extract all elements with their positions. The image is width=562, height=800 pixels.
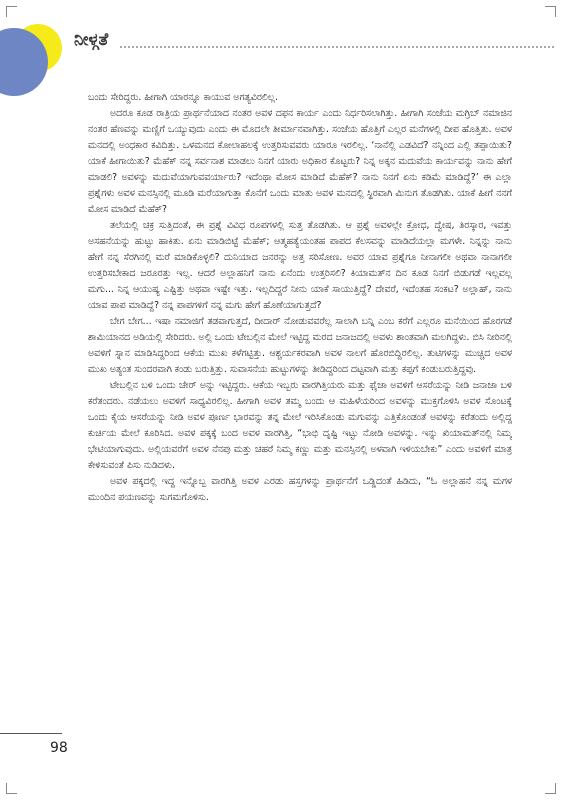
paragraph: ಬೇಗ ಬೇಗ... ಇಷಾ ನಮಾಜಿಗೆ ತಡವಾಗುತ್ತದೆ, ದೀದಾರ್ ನೋಡುವವರೆಲ್ಲ ಸಾಲಾಗಿ ಬನ್ನಿ ಎಂಬ ಕರೆಗೆ ಎಲ್ಲರೂ ಮನೆಯಿಂದ ಹೊರಗಡೆ ಶಾಮಿಯಾನದ ಅಡಿಯಲ್ಲಿ ಸೇರಿದರು. ಅಲ್ಲಿ ಒಂದು ಟೇಬಲ್ಲಿನ ಮೇಲೆ ಇಟ್ಟಿದ್ದ ಮರದ ಜನಾಜದಲ್ಲಿ ಅವಳು ಶಾಂತವಾಗಿ ಮಲಗಿದ್ದಳು. ಬಿಸಿ ನೀರಿನಲ್ಲಿ ಅವಳಿಗೆ ಸ್ನಾನ ಮಾಡಿಸಿದ್ದರಿಂದ ಆಕೆಯ ಮುಖ ಕಳೆಗಟ್ಟಿತ್ತು. ಆಶ್ಚರ್ಯಕರವಾಗಿ ಅವಳ ನಾಲಗೆ ಹೊರಬಿದ್ದಿರಲಿಲ್ಲ. ತುಟಿಗಳನ್ನು ಮುಚ್ಚಿದ ಅವಳ ಮುಖ ಅತ್ಯಂತ ಸುಂದರವಾಗಿ ಕಂಡು ಬರುತ್ತಿತ್ತು. ಸುವಾಸನೆಯ ಹುಟ್ಟುಗಳನ್ನು ತೀಡಿದ್ದರಿಂದ ದಟ್ಟವಾಗಿ ಮತ್ತು ಕಪ್ಪಗೆ ಕಂಡುಬರುತ್ತಿದ್ದವು. (88, 316, 512, 375)
crop-mark-bottom-left (6, 783, 17, 794)
body-text (88, 90, 512, 740)
paragraph: ತಲೆಯಲ್ಲಿ ಚಕ್ರ ಸುತ್ತಿದಂತೆ, ಈ ಪ್ರಶ್ನೆ ವಿವಿಧ ರೂಪಗಳಲ್ಲಿ ಸುತ್ತ ತೊಡಗಿತು. ಆ ಪ್ರಶ್ನೆ ಅವಳಲ್ಲೇ ಕ್ರೋಧ, ದ್ವೇಷ, ತಿರಸ್ಕಾರ, ಇವತ್ತು ಅಸಹನೆಯನ್ನು ಹುಟ್ಟು ಹಾಕಿತು. ಏನು ಮಾಡಿಬಿಟ್ಟೆ ಮೆಹೆಕ್; ಆತ್ಮಹತ್ಯೆಯಂತಹ ಪಾಪದ ಕೆಲಸವನ್ನು ಮಾಡಿದೆಯಲ್ಲಾ ಮಗಳೇ. ನಿನ್ನನ್ನು ನಾನು ಹೇಗೆ ನನ್ನ ಸೆರಗಿನಲ್ಲಿ ಮರೆ ಮಾಡಿಕೊಳ್ಳಲಿ? ದುನಿಯಾದ ಜನರನ್ನು ಅತ್ತ ಸರಿಸೋಣ. ಅವರ ಯಾವ ಪ್ರಶ್ನೆಗೂ ನೀನಾಗಲೀ ಅಥವಾ ನಾನಾಗಲೀ ಉತ್ತರಿಸಬೇಕಾದ ಜರೂರತ್ತು ಇಲ್ಲ. ಆದರೆ ಅಲ್ಲಾಹನಿಗೆ ನಾನು ಏನೆಂದು ಉತ್ತರಿಸಲಿ? ಕಿಯಾಮತ್‌ನ ದಿನ ಕೂಡ ನಿನಗೆ ಬಿಡುಗಡೆ ಇಲ್ಲವಲ್ಲ ಮಗು... ನಿನ್ನ ಆಯುಷ್ಯ ಎಷ್ಟಿತ್ತು ಅಥವಾ ಇಷ್ಟೇ ಇತ್ತು. ಇಲ್ಲದಿದ್ದರೆ ನೀನು ಯಾಕೆ ಸಾಯುತ್ತಿದ್ದೆ? ದೇವರೆ, ಇದೆಂತಹ ಸಂಕಟ? ಅಲ್ಲಾಹ್, ನಾನು ಯಾವ ಪಾಪ ಮಾಡಿದ್ದೆ? ನನ್ನ ಪಾಪಗಳಿಗೆ ನನ್ನ ಮಗು ಹೇಗೆ ಹೊಣೆಯಾಗುತ್ತದೆ? (88, 220, 512, 311)
footer-rule (0, 733, 62, 734)
page-number: 98 (50, 740, 68, 756)
crop-mark-bottom-right (545, 783, 556, 794)
paragraph: ಟೇಬಲ್ಲಿನ ಬಳಿ ಒಂದು ಚೇರ್ ಅನ್ನು ಇಟ್ಟಿದ್ದರು. ಆಕೆಯ ಇಬ್ಬರು ವಾರಗಿತ್ತಿಯರು ಮತ್ತು ಫೈಜಾ ಅವಳಿಗೆ ಆಸರೆಯನ್ನು ನೀಡಿ ಜನಾಜಾ ಬಳಿ ಕರೆತಂದರು. ನಡೆಯಲು ಅವಳಿಗೆ ಸಾಧ್ಯವಿರಲಿಲ್ಲ. ಹೀಗಾಗಿ ಅವಳ ತಮ್ಮ ಬಂದು ಆ ಮಹಿಳೆಯರಿಂದ ಅವಳನ್ನು ಮುಕ್ತಗೊಳಿಸಿ ಅವಳ ಸೊಂಟಕ್ಕೆ ಒಂದು ಕೈಯ ಆಸರೆಯನ್ನು ನೀಡಿ ಅವಳ ಪೂರ್ಣ ಭಾರವನ್ನು ತನ್ನ ಮೇಲೆ ಇರಿಸಿಕೊಂಡು ಮಗುವನ್ನು ಎತ್ತಿಕೊಂಡಂತೆ ಅವಳನ್ನು ಕರೆತಂದು ಅಲ್ಲಿದ್ದ ಕುರ್ಚಿಯ ಮೇಲೆ ಕೂರಿಸಿದ. ಅವಳ ಪಕ್ಕಕ್ಕೆ ಬಂದ ಅವಳ ವಾರಗಿತ್ತಿ, “ಭಾಭಿ ದೃಷ್ಟಿ ಇಟ್ಟು ನೋಡಿ ಅವಳನ್ನು. ಇನ್ನು ಖಿಯಾಮತ್‌ನಲ್ಲಿ ನಿಮ್ಮ ಭೇಟಿಯಾಗುವುದು. ಅಲ್ಲಿಯವರೆಗೆ ಅವಳ ನೆನಪು ಮತ್ತು ಚಹರೆ ನಿಮ್ಮ ಕಣ್ಣು ಮತ್ತು ಮನಸ್ಸಿನಲ್ಲಿ ಅಳವಾಗಿ ಇಳಿಯಬೇಕು” ಎಂದು ಅವಳಿಗೆ ಮಾತ್ರ ಕೇಳಿಸುವಂತೆ ಪಿಸು ನುಡಿದಳು. (88, 380, 512, 471)
header-dotted-rule (120, 46, 554, 48)
crop-mark-top-right (545, 6, 556, 17)
paragraph: ಅದರೂ ಕೂಡ ರಾತ್ರಿಯ ಪ್ರಾರ್ಥನೆಯಾದ ನಂತರ ಅವಳ ದಫನ ಕಾರ್ಯ ಎಂದು ನಿರ್ಧರಿಸಲಾಗಿತ್ತು. ಹೀಗಾಗಿ ಸಂಜೆಯ ಮಗ್ರಿಬ್ ನಮಾಜಿನ ನಂತರ ಹೆಣವನ್ನು ಮಣ್ಣಿಗೆ ಒಯ್ಯುವುದು ಎಂದು ಈ ಮೊದಲೇ ತೀರ್ಮಾನವಾಗಿತ್ತು. ಸಂಜೆಯ ಹೊತ್ತಿಗೆ ಎಲ್ಲರ ಮನೆಗಳಲ್ಲಿ ದೀಪ ಹೊತ್ತಿತು. ಅವಳ ಮನದಲ್ಲಿ ಅಂಧಕಾರ ಕವಿದಿತ್ತು. ಒಳಮನದ ಕೋಲಾಹಲಕ್ಕೆ ಉತ್ತರಿಸುವವರು ಯಾರೂ ಇರಲಿಲ್ಲ. ‘ನಾನೆಲ್ಲಿ ಎಡವಿದೆ? ನನ್ನಿಂದ ಎಲ್ಲಿ ತಪ್ಪಾಯಿತು? ಯಾಕೆ ಹೀಗಾಯಿತು? ಮೆಹೆಕ್ ನನ್ನ ಸರ್ವನಾಶ ಮಾಡಲು ನಿನಗೆ ಯಾರು ಅಧಿಕಾರ ಕೊಟ್ಟರು? ನಿನ್ನ ಅಕ್ಕನ ಮದುವೆಯ ಕಾರ್ಯವನ್ನು ನಾನು ಹೇಗೆ ಮಾಡಲಿ? ಅವಳನ್ನು ಮದುವೆಯಾಗುವವರ್ಯಾರು? ಇದೆಂಥಾ ಮೋಸ ಮಾಡಿದೆ ಮೆಹೆಕ್? ನಾನು ನಿನಗೆ ಏನು ಕಡಿಮೆ ಮಾಡಿದ್ದೆ?’ ಈ ಎಲ್ಲಾ ಪ್ರಶ್ನೆಗಳು ಅವಳ ಮನಸ್ಸಿನಲ್ಲಿ ಮೂಡಿ ಮರೆಯಾಗುತ್ತಾ ಕೊನೆಗೆ ಒಂದು ಮಾತು ಅವಳ ಮನದಲ್ಲಿ ಸ್ಥಿರವಾಗಿ ಮಿನುಗ ತೊಡಗಿತು. ಯಾಕೆ ಹೀಗೆ ನನಗೆ ಮೋಸ ಮಾಡಿದೆ ಮೆಹೆಕ್? (88, 108, 512, 215)
paragraph: ಬಂದು ಸೇರಿದ್ದರು. ಹೀಗಾಗಿ ಯಾರನ್ನೂ ಕಾಯುವ ಅಗತ್ಯವಿರಲಿಲ್ಲ. (88, 92, 278, 103)
section-title: ನೀಳ್ಗತೆ (74, 30, 109, 50)
paragraph: ಅವಳ ಪಕ್ಕದಲ್ಲಿ ಇದ್ದ ಇನ್ನೊಬ್ಬ ವಾರಗಿತ್ತಿ ಅವಳ ಎರಡು ಹಸ್ತಗಳನ್ನು ಪ್ರಾರ್ಥನೆಗೆ ಒಡ್ಡಿದಂತೆ ಹಿಡಿದು, “ಓ ಅಲ್ಲಾಹನೆ ನನ್ನ ಮಗಳ ಮುಂದಿನ ಪಯಣವನ್ನು ಸುಗಮಗೊಳಿಸು. (88, 476, 512, 503)
